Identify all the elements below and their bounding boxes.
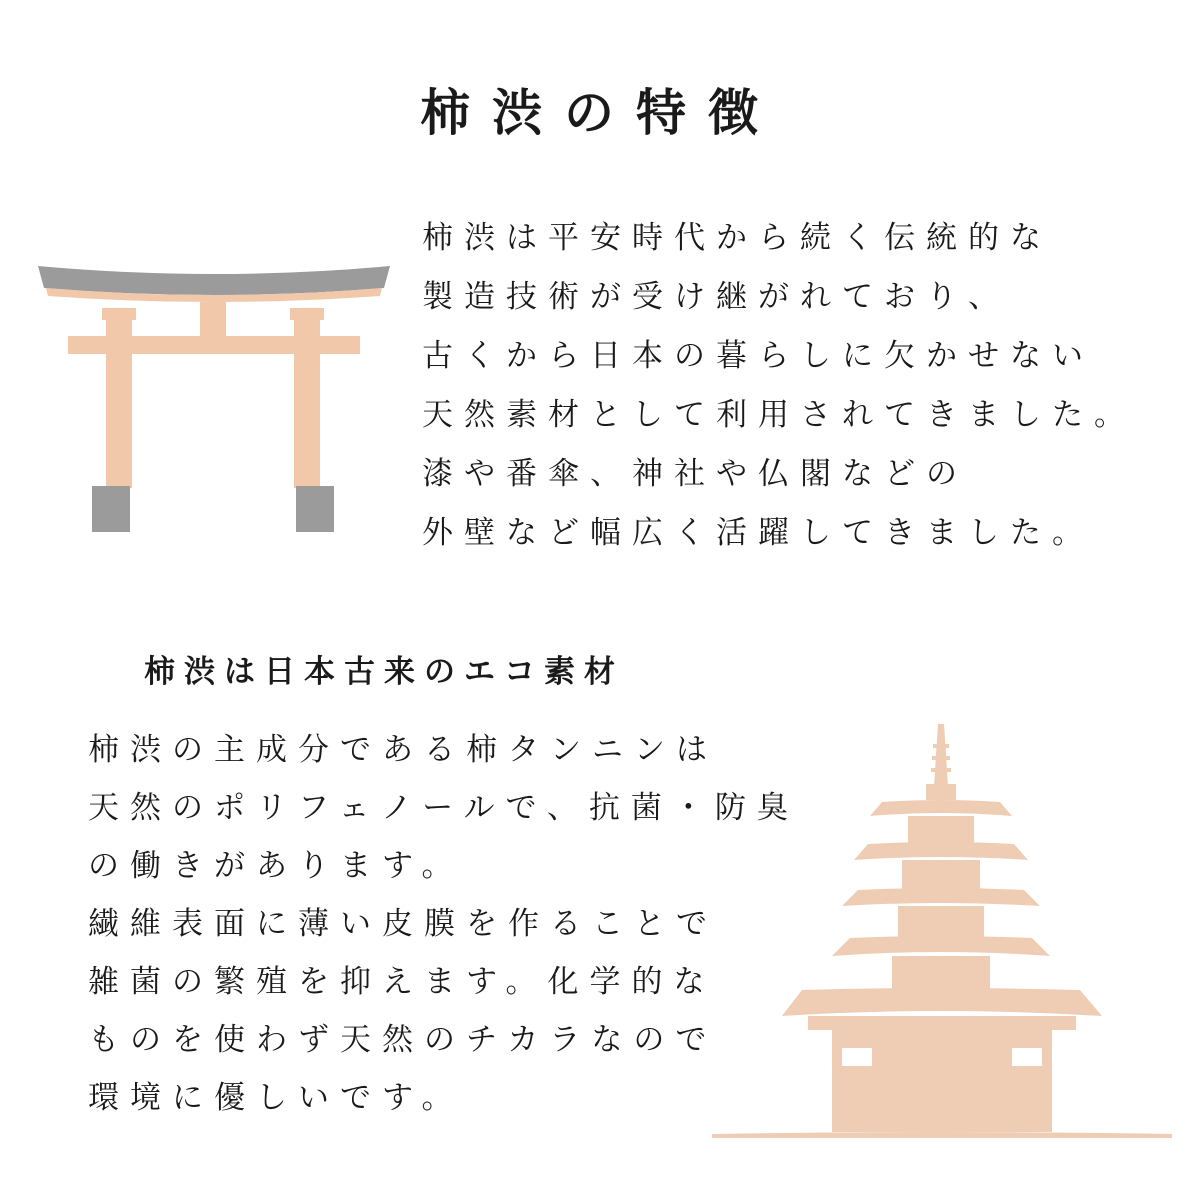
pagoda-icon [712, 716, 1172, 1138]
eco-line: 柿渋の主成分である柿タンニンは [88, 732, 718, 768]
eco-paragraph [88, 721, 799, 1127]
eco-line: 繊維表面に薄い皮膜を作ることで [88, 906, 718, 942]
section-subtitle: 柿渋は日本古来のエコ素材 [144, 654, 624, 690]
page-title: 柿渋の特徴 [420, 84, 780, 142]
intro-line: 天然素材として利用されてきました。 [422, 397, 1136, 433]
intro-paragraph [422, 209, 1136, 563]
eco-line: 天然のポリフェノールで、抗菌・防臭 [88, 790, 799, 826]
eco-line: 環境に優しいです。 [88, 1080, 464, 1116]
eco-line: の働きがあります。 [88, 848, 464, 884]
eco-line: 雑菌の繁殖を抑えます。化学的な [88, 964, 716, 1000]
eco-line: ものを使わず天然のチカラなので [88, 1022, 718, 1058]
intro-line: 古くから日本の暮らしに欠かせない [422, 338, 1094, 374]
intro-line: 製造技術が受け継がれており、 [422, 279, 1010, 315]
intro-line: 漆や番傘、神社や仏閣などの [422, 456, 968, 492]
intro-line: 柿渋は平安時代から続く伝統的な [422, 220, 1052, 256]
intro-line: 外壁など幅広く活躍してきました。 [422, 515, 1094, 551]
torii-gate-icon [34, 262, 394, 534]
